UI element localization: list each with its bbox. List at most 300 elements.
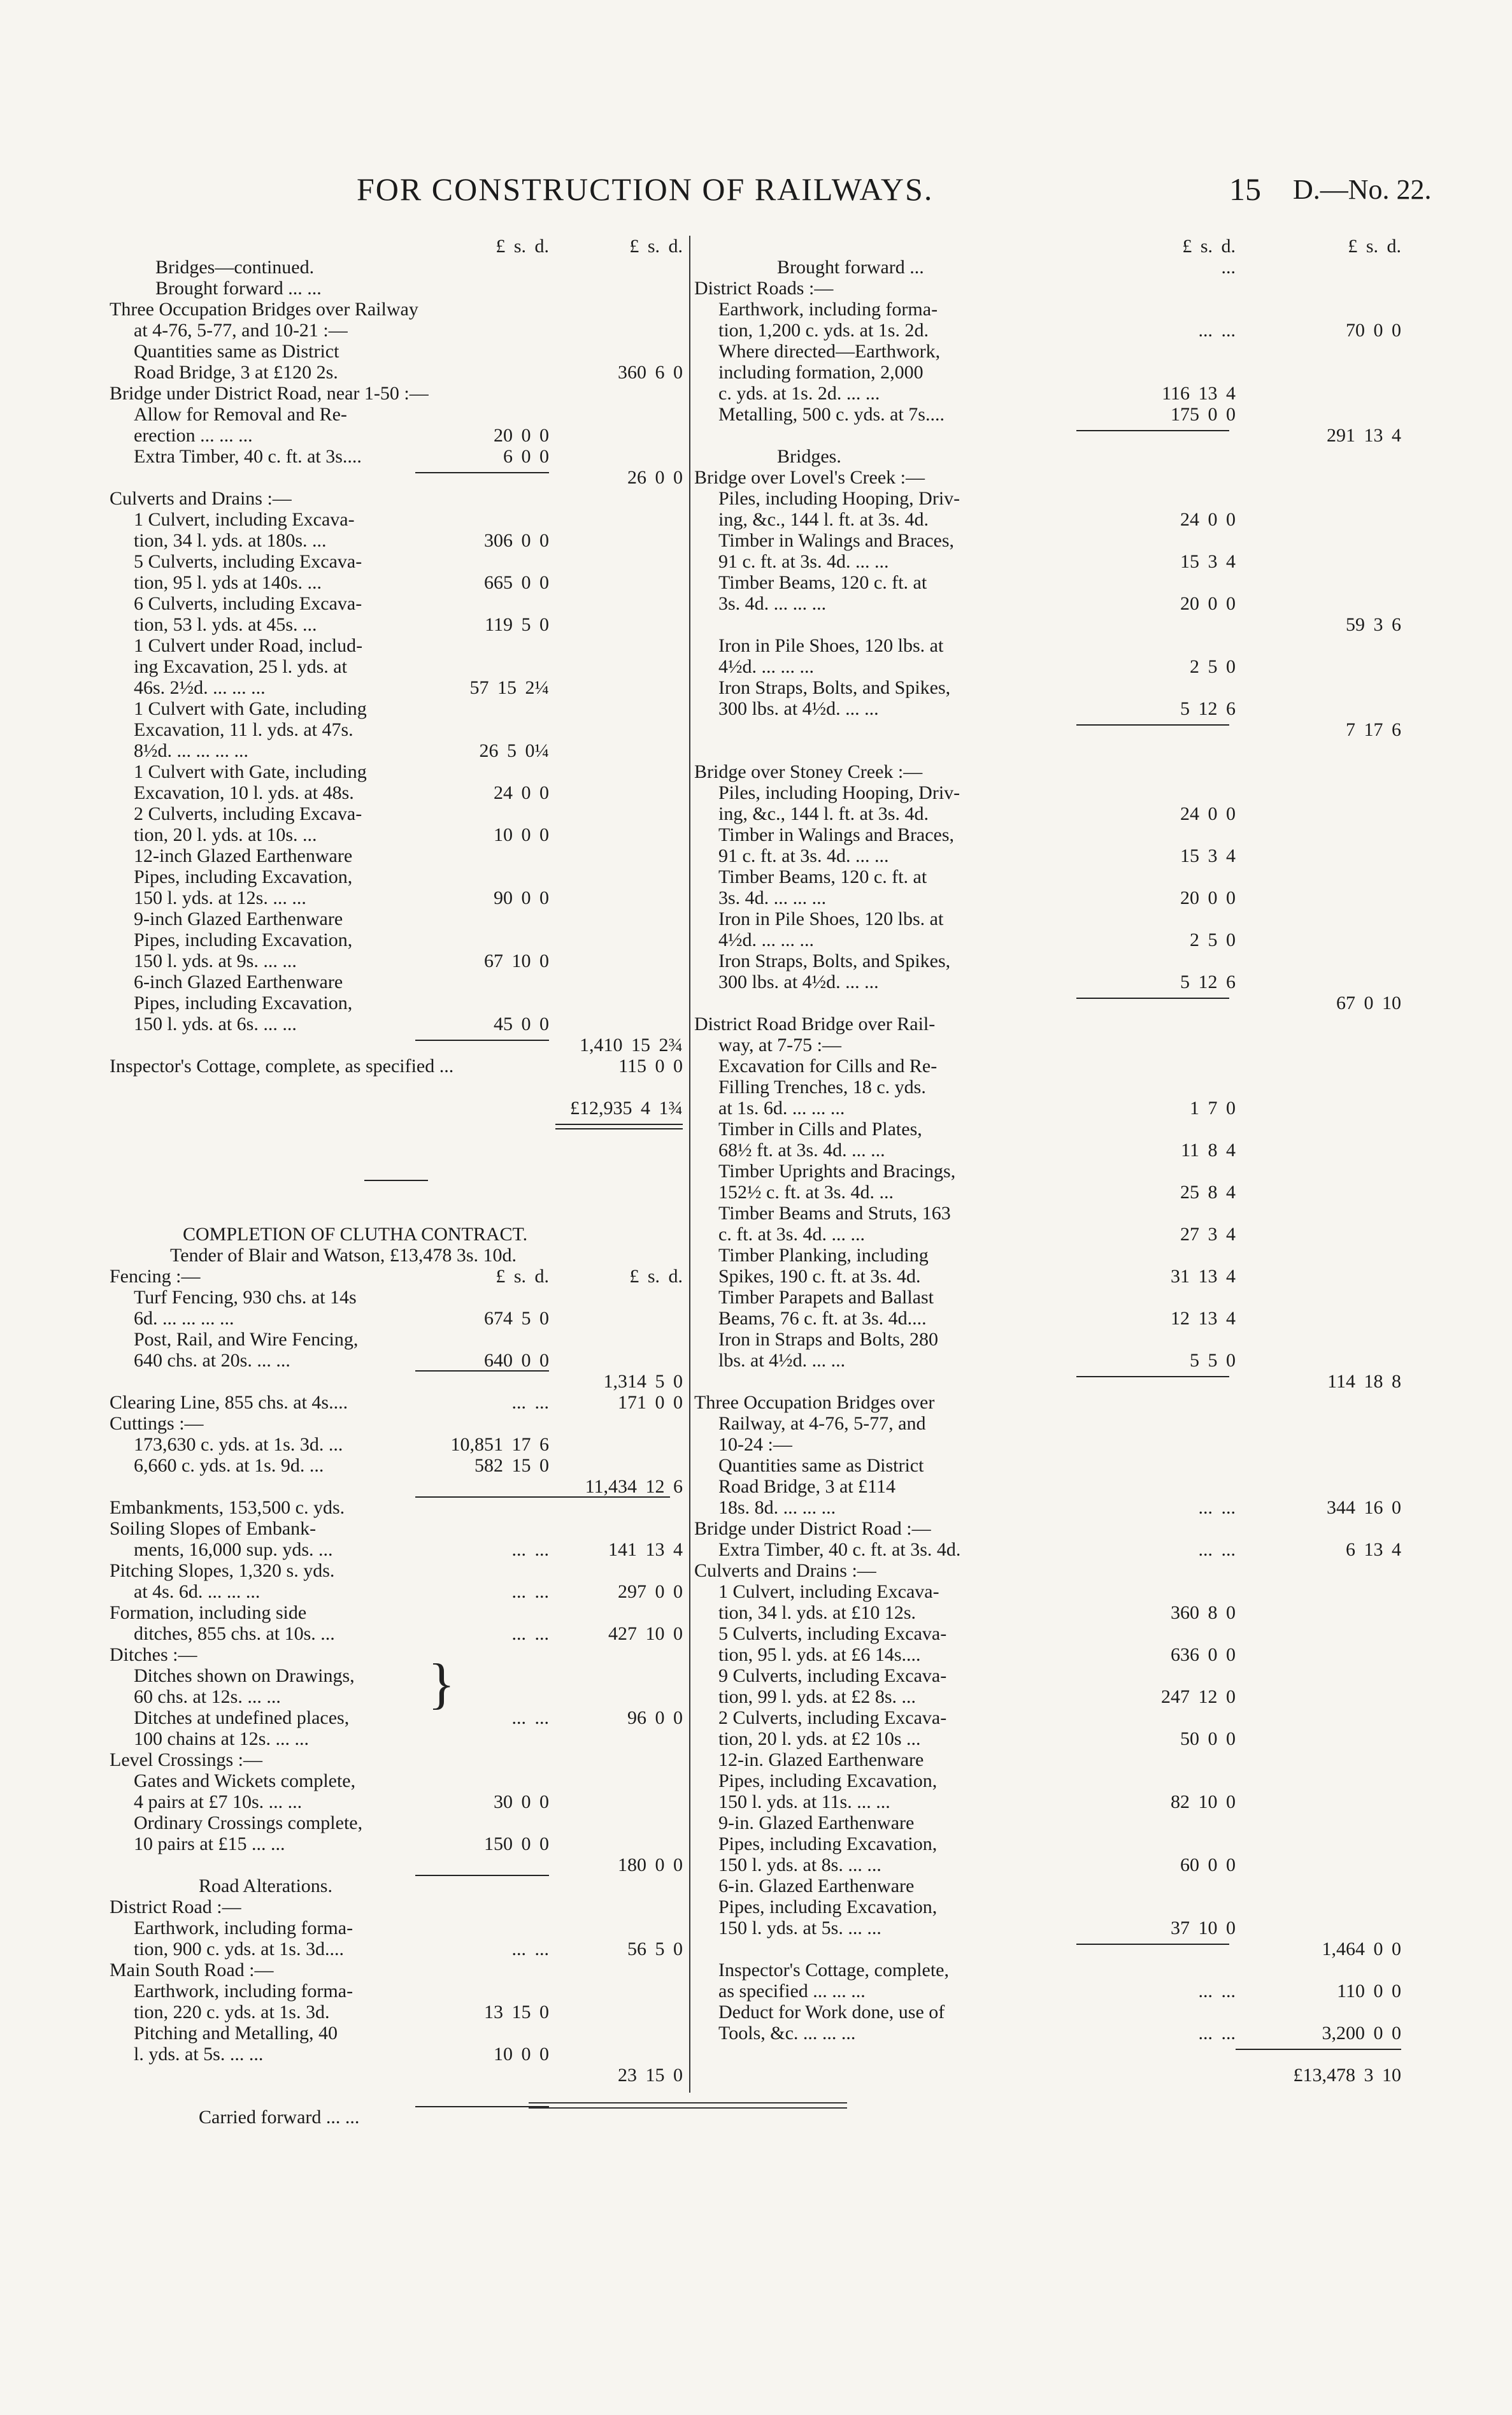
item-amount: £ s. d. <box>496 236 549 257</box>
ledger-row <box>694 446 1401 467</box>
item-description: Timber in Cills and Plates, <box>718 1119 922 1140</box>
ledger-row <box>694 1917 1401 1938</box>
item-amount: ... ... <box>1198 1981 1236 2002</box>
ledger-row <box>694 1434 1401 1455</box>
item-description: 152½ c. ft. at 3s. 4d. ... <box>718 1182 894 1203</box>
item-amount: 13 15 0 <box>484 2002 549 2023</box>
ledger-row <box>694 635 1401 656</box>
item-description: 150 l. yds. at 11s. ... ... <box>718 1791 890 1812</box>
ledger-row <box>110 1623 683 1644</box>
ledger-row <box>694 1266 1401 1287</box>
item-amount: 15 3 4 <box>1180 551 1236 572</box>
ledger-row <box>694 1224 1401 1245</box>
item-description: Pipes, including Excavation, <box>134 993 353 1014</box>
item-description: 68½ ft. at 3s. 4d. ... ... <box>718 1140 885 1161</box>
item-description: 640 chs. at 20s. ... ... <box>134 1350 290 1371</box>
ledger-row <box>110 1917 683 1938</box>
item-description: 5 Culverts, including Excava- <box>718 1623 947 1644</box>
item-amount: 20 0 0 <box>1180 887 1236 908</box>
ledger-row <box>110 1371 683 1392</box>
ledger-row <box>110 1644 683 1665</box>
section-total: 6 13 4 <box>1346 1539 1401 1560</box>
item-description: Level Crossings :— <box>110 1749 262 1770</box>
item-description: ing Excavation, 25 l. yds. at <box>134 656 347 677</box>
item-description: Timber Planking, including <box>718 1245 929 1266</box>
item-description: at 1s. 6d. ... ... ... <box>718 1098 845 1119</box>
ledger-row <box>110 488 683 509</box>
section-total: 59 3 6 <box>1346 614 1401 635</box>
item-description: Ditches at undefined places, <box>134 1707 350 1728</box>
ledger-row <box>110 1960 683 1981</box>
item-description: 4½d. ... ... ... <box>718 656 814 677</box>
ledger-row <box>110 1602 683 1623</box>
ledger-row <box>694 1833 1401 1854</box>
item-amount: 26 5 0¼ <box>479 740 549 761</box>
item-description: 5 Culverts, including Excava- <box>134 551 362 572</box>
ledger-row <box>110 1728 683 1749</box>
item-amount: 636 0 0 <box>1171 1644 1236 1665</box>
item-amount: 175 0 0 <box>1171 404 1236 425</box>
ledger-row <box>110 1434 683 1455</box>
item-description: tion, 20 l. yds. at 10s. ... <box>134 824 317 845</box>
item-amount: £ s. d. <box>1182 236 1236 257</box>
ledger-row <box>694 572 1401 593</box>
ledger-row <box>694 530 1401 551</box>
item-description: Formation, including side <box>110 1602 307 1623</box>
ledger-row <box>694 782 1401 803</box>
ledger-row <box>110 1875 683 1896</box>
ledger-row <box>694 425 1401 446</box>
ledger-row <box>694 1203 1401 1224</box>
item-description: Ditches :— <box>110 1644 197 1665</box>
ledger-row <box>694 1854 1401 1875</box>
ledger-row <box>110 782 683 803</box>
item-amount: ... ... <box>1198 1497 1236 1518</box>
item-amount: 6 0 0 <box>503 446 549 467</box>
ledger-row <box>110 1098 683 1119</box>
left-column <box>110 236 683 2128</box>
item-description: 91 c. ft. at 3s. 4d. ... ... <box>718 551 889 572</box>
item-description: 150 l. yds. at 5s. ... ... <box>718 1917 881 1938</box>
section-total: 110 0 0 <box>1337 1981 1401 2002</box>
item-amount: 31 13 4 <box>1171 1266 1236 1287</box>
ledger-row <box>694 551 1401 572</box>
ledger-row <box>110 593 683 614</box>
section-total: 1,464 0 0 <box>1322 1938 1401 1960</box>
ledger-row <box>110 1707 683 1728</box>
ledger-row <box>694 1728 1401 1749</box>
ledger-row <box>694 1707 1401 1728</box>
item-amount: ... ... <box>511 1392 549 1413</box>
item-amount: 10,851 17 6 <box>450 1434 549 1455</box>
item-description: Bridge under District Road, near 1-50 :— <box>110 383 429 404</box>
ledger-row <box>110 1308 683 1329</box>
ledger-row <box>694 1581 1401 1602</box>
ledger-row <box>694 1476 1401 1497</box>
section-total: 360 6 0 <box>618 362 683 383</box>
item-amount: 582 15 0 <box>474 1455 549 1476</box>
ledger-row <box>110 971 683 993</box>
left-ledger-rows <box>110 236 683 2128</box>
ledger-row <box>110 1749 683 1770</box>
ledger-row <box>110 530 683 551</box>
item-description: tion, 95 l. yds. at £6 14s.... <box>718 1644 921 1665</box>
item-description: 4 pairs at £7 10s. ... ... <box>134 1791 303 1812</box>
item-description: tion, 900 c. yds. at 1s. 3d.... <box>134 1938 344 1960</box>
ledger-row <box>694 341 1401 362</box>
ledger-row <box>110 1224 683 1245</box>
item-description: Tender of Blair and Watson, £13,478 3s. 10d. <box>170 1245 517 1266</box>
item-description: 6d. ... ... ... ... <box>134 1308 234 1329</box>
item-description: tion, 95 l. yds at 140s. ... <box>134 572 322 593</box>
item-amount: £ s. d. <box>496 1266 549 1287</box>
section-total: 115 0 0 <box>618 1056 683 1077</box>
item-amount: 20 0 0 <box>1180 593 1236 614</box>
right-ledger-rows <box>694 236 1401 2086</box>
item-description: 1 Culvert, including Excava- <box>718 1581 939 1602</box>
page-header <box>0 171 1512 222</box>
item-description: l. yds. at 5s. ... ... <box>134 2044 264 2065</box>
ledger-row <box>110 993 683 1014</box>
ledger-row <box>694 740 1401 761</box>
item-description: District Roads :— <box>694 278 834 299</box>
item-description: lbs. at 4½d. ... ... <box>718 1350 846 1371</box>
ledger-row <box>110 278 683 299</box>
item-description: 6-inch Glazed Earthenware <box>134 971 343 993</box>
total-double-rule <box>555 1124 683 1129</box>
item-amount: 12 13 4 <box>1171 1308 1236 1329</box>
item-description: Pipes, including Excavation, <box>134 929 353 950</box>
section-total: 291 13 4 <box>1327 425 1401 446</box>
item-description: Three Occupation Bridges over Railway <box>110 299 418 320</box>
ledger-row <box>110 887 683 908</box>
ledger-row <box>110 1266 683 1287</box>
section-total: 3,200 0 0 <box>1322 2023 1401 2044</box>
ledger-row <box>694 1602 1401 1623</box>
section-total: £ s. d. <box>1348 236 1401 257</box>
ledger-row <box>694 887 1401 908</box>
item-description: Road Bridge, 3 at £120 2s. <box>134 362 338 383</box>
section-total: 7 17 6 <box>1346 719 1401 740</box>
item-description: Excavation, 10 l. yds. at 48s. <box>134 782 354 803</box>
ledger-row <box>694 1413 1401 1434</box>
item-description: Timber Parapets and Ballast <box>718 1287 934 1308</box>
item-description: Fencing :— <box>110 1266 201 1287</box>
item-description: Bridges—continued. <box>155 257 315 278</box>
ledger-row <box>110 761 683 782</box>
ledger-row <box>694 509 1401 530</box>
item-description: Culverts and Drains :— <box>694 1560 876 1581</box>
item-description: 150 l. yds. at 12s. ... ... <box>134 887 306 908</box>
ledger-row <box>110 908 683 929</box>
ledger-row <box>694 1938 1401 1960</box>
column-divider <box>689 236 690 2093</box>
ledger-row <box>694 656 1401 677</box>
item-description: Spikes, 190 c. ft. at 3s. 4d. <box>718 1266 921 1287</box>
ledger-row <box>694 1960 1401 1981</box>
item-description: Quantities same as District <box>718 1455 924 1476</box>
ledger-row <box>694 1329 1401 1350</box>
ledger-row <box>694 1056 1401 1077</box>
item-description: Inspector's Cottage, complete, as specified ... <box>110 1056 454 1077</box>
ledger-row <box>110 1770 683 1791</box>
item-amount: 24 0 0 <box>494 782 549 803</box>
ledger-row <box>110 299 683 320</box>
ledger-row <box>694 1014 1401 1035</box>
item-description: Iron in Pile Shoes, 120 lbs. at <box>718 908 944 929</box>
ledger-row <box>110 635 683 656</box>
ledger-row <box>694 2044 1401 2065</box>
item-amount: 15 3 4 <box>1180 845 1236 866</box>
item-description: 2 Culverts, including Excava- <box>134 803 362 824</box>
ledger-row <box>110 740 683 761</box>
ledger-row <box>694 1140 1401 1161</box>
item-description: 10-24 :— <box>718 1434 792 1455</box>
ledger-row <box>110 467 683 488</box>
item-description: Road Alterations. <box>199 1875 332 1896</box>
item-description: 18s. 8d. ... ... ... <box>718 1497 836 1518</box>
ledger-row <box>110 824 683 845</box>
ledger-row <box>110 1245 683 1266</box>
item-amount: 5 12 6 <box>1180 971 1236 993</box>
item-description: Bridges. <box>777 446 841 467</box>
item-amount: ... ... <box>511 1581 549 1602</box>
ledger-row <box>694 1077 1401 1098</box>
ledger-row <box>110 929 683 950</box>
item-description: Culverts and Drains :— <box>110 488 292 509</box>
item-description: tion, 34 l. yds. at £10 12s. <box>718 1602 916 1623</box>
ledger-row <box>694 1644 1401 1665</box>
ledger-row <box>110 2107 683 2128</box>
item-description: Inspector's Cottage, complete, <box>718 1960 949 1981</box>
ledger-row <box>110 425 683 446</box>
section-total: 96 0 0 <box>627 1707 683 1728</box>
item-description: Iron Straps, Bolts, and Spikes, <box>718 950 951 971</box>
item-description: 9-inch Glazed Earthenware <box>134 908 343 929</box>
section-total: 1,410 15 2¾ <box>580 1035 683 1056</box>
ledger-row <box>694 1308 1401 1329</box>
section-total: 171 0 0 <box>618 1392 683 1413</box>
item-description: at 4-76, 5-77, and 10-21 :— <box>134 320 348 341</box>
item-amount: 5 12 6 <box>1180 698 1236 719</box>
ledger-row <box>694 1791 1401 1812</box>
ledger-row <box>694 488 1401 509</box>
section-total: £12,935 4 1¾ <box>570 1098 683 1119</box>
ledger-row <box>110 677 683 698</box>
item-amount: 50 0 0 <box>1180 1728 1236 1749</box>
ledger-row <box>694 1455 1401 1476</box>
ledger-row <box>694 761 1401 782</box>
ledger-row <box>110 509 683 530</box>
item-amount: 45 0 0 <box>494 1014 549 1035</box>
item-description: Where directed—Earthwork, <box>718 341 941 362</box>
item-description: Piles, including Hooping, Driv- <box>718 488 960 509</box>
ledger-row <box>694 467 1401 488</box>
section-total: 11,434 12 6 <box>585 1476 683 1497</box>
subtotal-rule <box>1076 430 1229 431</box>
item-description: 46s. 2½d. ... ... ... <box>134 677 266 698</box>
ledger-row <box>694 257 1401 278</box>
item-amount: 25 8 4 <box>1180 1182 1236 1203</box>
ledger-row <box>694 950 1401 971</box>
item-description: Turf Fencing, 930 chs. at 14s <box>134 1287 357 1308</box>
ledger-row <box>694 404 1401 425</box>
ledger-row <box>110 1077 683 1098</box>
item-description: 60 chs. at 12s. ... ... <box>134 1686 281 1707</box>
ledger-row <box>110 2002 683 2023</box>
ledger-row <box>694 2065 1401 2086</box>
item-description: Allow for Removal and Re- <box>134 404 347 425</box>
item-description: Ditches shown on Drawings, <box>134 1665 355 1686</box>
ledger-row <box>694 1623 1401 1644</box>
ledger-row <box>110 614 683 635</box>
brace-mark: } <box>428 1653 455 1715</box>
item-description: Carried forward ... ... <box>199 2107 360 2128</box>
item-amount: 5 5 0 <box>1190 1350 1236 1371</box>
item-description: 6-in. Glazed Earthenware <box>718 1875 915 1896</box>
ledger-row <box>694 971 1401 993</box>
item-description: ments, 16,000 sup. yds. ... <box>134 1539 333 1560</box>
item-description: 1 Culvert under Road, includ- <box>134 635 363 656</box>
item-description: 100 chains at 12s. ... ... <box>134 1728 309 1749</box>
item-description: 4½d. ... ... ... <box>718 929 814 950</box>
item-description: tion, 20 l. yds. at £2 10s ... <box>718 1728 921 1749</box>
ledger-row <box>110 1140 683 1161</box>
section-total: 427 10 0 <box>608 1623 683 1644</box>
item-amount: 11 8 4 <box>1181 1140 1236 1161</box>
ledger-row <box>110 1581 683 1602</box>
item-amount: 24 0 0 <box>1180 803 1236 824</box>
item-description: ditches, 855 chs. at 10s. ... <box>134 1623 335 1644</box>
footer-double-rule <box>529 2102 847 2109</box>
item-amount: 640 0 0 <box>484 1350 549 1371</box>
ledger-row <box>694 908 1401 929</box>
ledger-row <box>110 2023 683 2044</box>
ledger-row <box>110 1665 683 1686</box>
item-amount: 2 5 0 <box>1190 929 1236 950</box>
ledger-row <box>110 1035 683 1056</box>
subtotal-rule <box>1076 998 1229 999</box>
ledger-row <box>110 320 683 341</box>
item-description: Railway, at 4-76, 5-77, and <box>718 1413 926 1434</box>
ledger-row <box>110 572 683 593</box>
subtotal-rule <box>415 1496 670 1498</box>
ledger-row <box>694 593 1401 614</box>
ledger-row <box>694 866 1401 887</box>
ledger-row <box>110 2065 683 2086</box>
section-total: 344 16 0 <box>1327 1497 1401 1518</box>
item-description: Filling Trenches, 18 c. yds. <box>718 1077 926 1098</box>
item-description: Excavation for Cills and Re- <box>718 1056 938 1077</box>
item-description: 9-in. Glazed Earthenware <box>718 1812 915 1833</box>
item-description: District Road Bridge over Rail- <box>694 1014 936 1035</box>
ledger-row <box>694 1665 1401 1686</box>
item-amount: 150 0 0 <box>484 1833 549 1854</box>
item-amount: 20 0 0 <box>494 425 549 446</box>
section-total: £ s. d. <box>629 1266 683 1287</box>
item-description: tion, 1,200 c. yds. at 1s. 2d. <box>718 320 929 341</box>
ledger-row <box>110 341 683 362</box>
item-description: Piles, including Hooping, Driv- <box>718 782 960 803</box>
section-separator-rule <box>364 1180 428 1181</box>
ledger-row <box>110 1518 683 1539</box>
ledger-row <box>694 2023 1401 2044</box>
ledger-row <box>110 1497 683 1518</box>
item-description: 300 lbs. at 4½d. ... ... <box>718 698 879 719</box>
item-description: Pipes, including Excavation, <box>718 1833 938 1854</box>
item-description: Brought forward ... <box>777 257 924 278</box>
subtotal-rule <box>415 1875 549 1876</box>
item-description: way, at 7-75 :— <box>718 1035 842 1056</box>
ledger-row <box>110 551 683 572</box>
item-description: Pipes, including Excavation, <box>718 1896 938 1917</box>
section-total: £ s. d. <box>629 236 683 257</box>
item-amount: ... ... <box>1198 1539 1236 1560</box>
section-total: 26 0 0 <box>627 467 683 488</box>
ledger-row <box>110 1812 683 1833</box>
item-description: Clearing Line, 855 chs. at 4s.... <box>110 1392 348 1413</box>
ledger-row <box>110 1476 683 1497</box>
item-description: Metalling, 500 c. yds. at 7s.... <box>718 404 945 425</box>
item-description: 6,660 c. yds. at 1s. 9d. ... <box>134 1455 324 1476</box>
section-total: 56 5 0 <box>627 1938 683 1960</box>
item-amount: ... ... <box>511 1707 549 1728</box>
item-description: 150 l. yds. at 6s. ... ... <box>134 1014 297 1035</box>
ledger-row <box>694 1497 1401 1518</box>
item-description: Timber Uprights and Bracings, <box>718 1161 956 1182</box>
item-amount: 1 7 0 <box>1190 1098 1236 1119</box>
item-description: tion, 220 c. yds. at 1s. 3d. <box>134 2002 330 2023</box>
item-description: Pipes, including Excavation, <box>718 1770 938 1791</box>
ledger-row <box>110 1560 683 1581</box>
item-description: Iron in Straps and Bolts, 280 <box>718 1329 938 1350</box>
section-total: £13,478 3 10 <box>1293 2065 1401 2086</box>
ledger-row <box>110 1161 683 1182</box>
item-description: c. yds. at 1s. 2d. ... ... <box>718 383 880 404</box>
page-title: FOR CONSTRUCTION OF RAILWAYS. <box>357 171 934 207</box>
item-description: Bridge over Stoney Creek :— <box>694 761 923 782</box>
item-amount: 57 15 2¼ <box>469 677 549 698</box>
ledger-row <box>110 719 683 740</box>
ledger-row <box>694 1539 1401 1560</box>
section-total: 23 15 0 <box>618 2065 683 2086</box>
ledger-row <box>110 656 683 677</box>
ledger-row <box>694 299 1401 320</box>
ledger-row <box>110 2044 683 2065</box>
ledger-row <box>110 1686 683 1707</box>
item-description: tion, 99 l. yds. at £2 8s. ... <box>718 1686 916 1707</box>
item-description: Bridge over Lovel's Creek :— <box>694 467 925 488</box>
item-amount: ... ... <box>511 1539 549 1560</box>
ledger-row <box>694 362 1401 383</box>
ledger-row <box>694 1875 1401 1896</box>
ledger-row <box>694 320 1401 341</box>
ledger-row <box>694 993 1401 1014</box>
item-description: as specified ... ... ... <box>718 1981 866 2002</box>
subtotal-rule <box>1076 1944 1229 1945</box>
item-description: 8½d. ... ... ... ... <box>134 740 248 761</box>
item-description: 2 Culverts, including Excava- <box>718 1707 947 1728</box>
item-description: 91 c. ft. at 3s. 4d. ... ... <box>718 845 889 866</box>
item-description: Earthwork, including forma- <box>718 299 938 320</box>
item-amount: 82 10 0 <box>1171 1791 1236 1812</box>
item-amount: ... ... <box>1198 320 1236 341</box>
ledger-row <box>110 1392 683 1413</box>
item-description: District Road :— <box>110 1896 241 1917</box>
item-description: Earthwork, including forma- <box>134 1981 353 2002</box>
ledger-row <box>110 1014 683 1035</box>
ledger-row <box>694 2002 1401 2023</box>
